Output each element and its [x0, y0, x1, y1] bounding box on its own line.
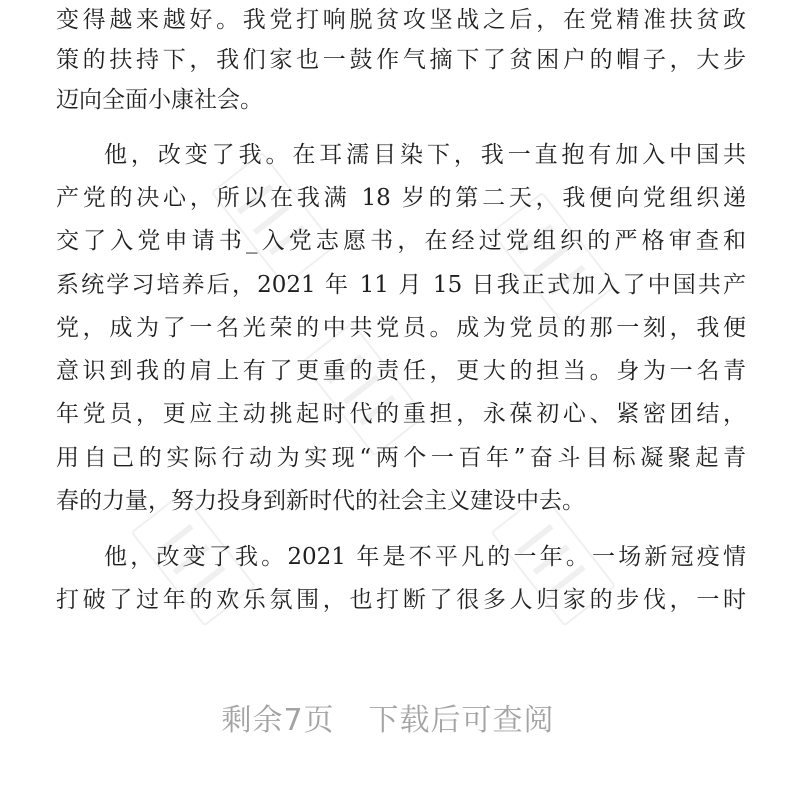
document-text-line: 他，改变了我。2021 年是不平凡的一年。一场新冠疫情	[104, 544, 746, 570]
document-text-line: 变得越来越好。我党打响脱贫攻坚战之后，在党精准扶贫政	[56, 7, 746, 33]
document-text-line: 意识到我的肩上有了更重的责任，更大的担当。身为一名青	[56, 358, 746, 384]
download-to-read-label: 下载后可查阅	[368, 703, 555, 738]
document-text-line: 春的力量，努力投身到新时代的社会主义建设中去。	[56, 488, 585, 514]
document-text-line: 产党的决心，所以在我满 18 岁的第二天，我便向党组织递	[56, 185, 746, 211]
document-text-line: 用自己的实际行动为实现“两个一百年”奋斗目标凝聚起青	[56, 445, 746, 471]
document-text-line: 策的扶持下，我们家也一鼓作气摘下了贫困户的帽子，大步	[56, 47, 746, 73]
document-text-line: 他，改变了我。在耳濡目染下，我一直抱有加入中国共	[104, 142, 746, 168]
document-text-line: 系统学习培养后，2021 年 11 月 15 日我正式加入了中国共产	[56, 272, 746, 298]
remaining-pages-label: 剩余7页	[221, 703, 335, 738]
document-text-line: 迈向全面小康社会。	[56, 87, 263, 113]
download-prompt[interactable]	[0, 695, 776, 739]
document-text-line: 年党员，更应主动挑起时代的重担，永葆初心、紧密团结，	[56, 401, 746, 427]
document-text-line: 交了入党申请书_入党志愿书，在经过党组织的严格审查和	[56, 228, 746, 254]
document-text-line: 党，成为了一名光荣的中共党员。成为党员的那一刻，我便	[56, 315, 746, 341]
document-text-line: 打破了过年的欢乐氛围，也打断了很多人归家的步伐，一时	[56, 587, 746, 613]
